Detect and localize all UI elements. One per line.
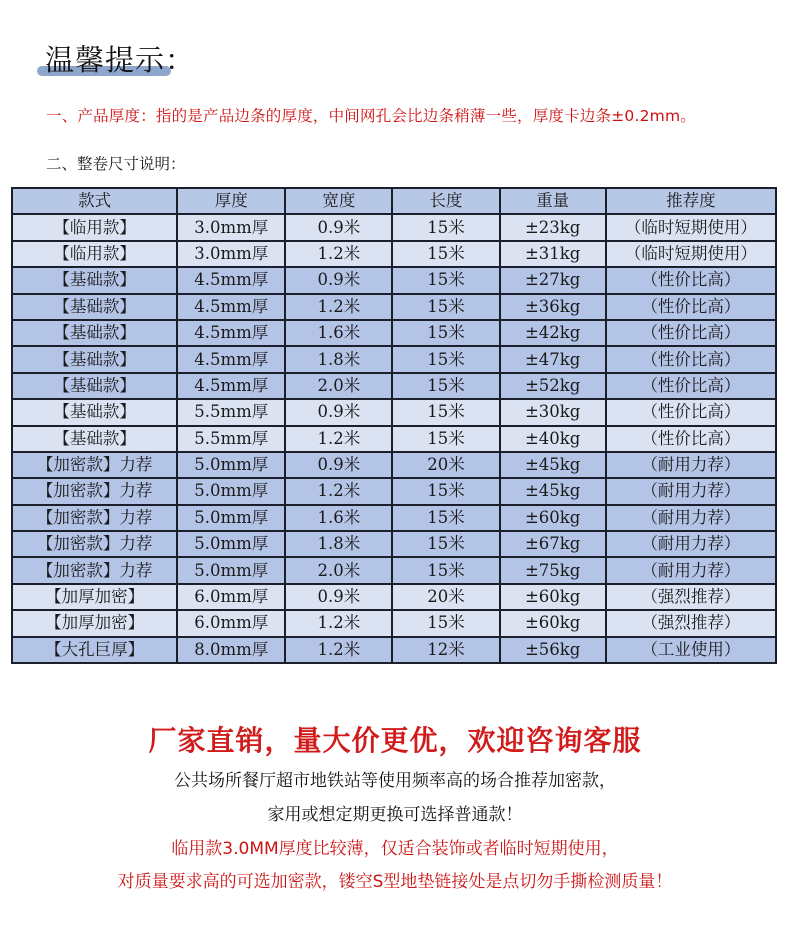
cell-weight: ±45kg <box>500 452 606 478</box>
cell-weight: ±40kg <box>500 426 606 452</box>
cell-weight: ±30kg <box>500 399 606 425</box>
cell-recommendation: （工业使用） <box>606 637 776 663</box>
cell-width: 1.6米 <box>285 320 392 346</box>
promo-line-4: 对质量要求高的可选加密款，镂空S型地垫链接处是点切勿手撕检测质量！ <box>117 872 673 892</box>
cell-width: 2.0米 <box>285 557 392 583</box>
roll-size-heading: 二、整卷尺寸说明： <box>46 155 186 173</box>
promo-line-2: 家用或想定期更换可选择普通款！ <box>267 805 523 825</box>
cell-recommendation: （耐用力荐） <box>606 452 776 478</box>
cell-weight: ±36kg <box>500 294 606 320</box>
cell-weight: ±52kg <box>500 373 606 399</box>
cell-length: 15米 <box>392 610 499 636</box>
table-row <box>12 241 776 267</box>
cell-width: 1.2米 <box>285 610 392 636</box>
table-row <box>12 584 776 610</box>
cell-recommendation: （性价比高） <box>606 294 776 320</box>
cell-thickness: 5.0mm厚 <box>177 478 285 504</box>
cell-thickness: 3.0mm厚 <box>177 214 285 240</box>
cell-weight: ±56kg <box>500 637 606 663</box>
tips-title: 温馨提示： <box>45 43 196 77</box>
cell-thickness: 5.5mm厚 <box>177 426 285 452</box>
cell-length: 15米 <box>392 478 499 504</box>
cell-style: 【加厚加密】 <box>12 584 177 610</box>
table-row <box>12 267 776 293</box>
cell-style: 【临用款】 <box>12 214 177 240</box>
cell-thickness: 4.5mm厚 <box>177 346 285 372</box>
cell-style: 【基础款】 <box>12 399 177 425</box>
cell-recommendation: （临时短期使用） <box>606 214 776 240</box>
cell-style: 【基础款】 <box>12 373 177 399</box>
cell-thickness: 5.5mm厚 <box>177 399 285 425</box>
cell-weight: ±27kg <box>500 267 606 293</box>
cell-width: 0.9米 <box>285 399 392 425</box>
cell-length: 15米 <box>392 399 499 425</box>
cell-weight: ±31kg <box>500 241 606 267</box>
table-row <box>12 399 776 425</box>
cell-width: 1.2米 <box>285 426 392 452</box>
cell-length: 15米 <box>392 241 499 267</box>
cell-thickness: 4.5mm厚 <box>177 373 285 399</box>
table-row <box>12 505 776 531</box>
table-row <box>12 452 776 478</box>
cell-width: 0.9米 <box>285 267 392 293</box>
cell-width: 2.0米 <box>285 373 392 399</box>
cell-thickness: 4.5mm厚 <box>177 294 285 320</box>
cell-length: 12米 <box>392 637 499 663</box>
cell-thickness: 5.0mm厚 <box>177 531 285 557</box>
cell-length: 15米 <box>392 294 499 320</box>
cell-style: 【加密款】力荐 <box>12 452 177 478</box>
cell-recommendation: （临时短期使用） <box>606 241 776 267</box>
table-row <box>12 373 776 399</box>
cell-weight: ±75kg <box>500 557 606 583</box>
cell-weight: ±42kg <box>500 320 606 346</box>
cell-style: 【基础款】 <box>12 267 177 293</box>
cell-thickness: 5.0mm厚 <box>177 505 285 531</box>
header-width: 宽度 <box>285 188 392 214</box>
table-row <box>12 610 776 636</box>
table-row <box>12 557 776 583</box>
table-row <box>12 346 776 372</box>
cell-weight: ±60kg <box>500 505 606 531</box>
thickness-note: 一、产品厚度：指的是产品边条的厚度，中间网孔会比边条稍薄一些，厚度卡边条±0.2mm。 <box>46 107 696 125</box>
cell-width: 1.2米 <box>285 637 392 663</box>
cell-style: 【加密款】力荐 <box>12 505 177 531</box>
cell-style: 【基础款】 <box>12 346 177 372</box>
cell-length: 20米 <box>392 452 499 478</box>
cell-width: 0.9米 <box>285 452 392 478</box>
cell-length: 15米 <box>392 505 499 531</box>
header-recommendation: 推荐度 <box>606 188 776 214</box>
cell-style: 【基础款】 <box>12 294 177 320</box>
promo-headline: 厂家直销，量大价更优，欢迎咨询客服 <box>148 724 642 757</box>
cell-recommendation: （性价比高） <box>606 373 776 399</box>
cell-recommendation: （强烈推荐） <box>606 584 776 610</box>
cell-width: 1.8米 <box>285 531 392 557</box>
cell-thickness: 6.0mm厚 <box>177 610 285 636</box>
cell-weight: ±60kg <box>500 584 606 610</box>
cell-length: 20米 <box>392 584 499 610</box>
cell-width: 1.6米 <box>285 505 392 531</box>
promo-line-1: 公共场所餐厅超市地铁站等使用频率高的场合推荐加密款， <box>174 771 616 791</box>
cell-length: 15米 <box>392 214 499 240</box>
cell-recommendation: （耐用力荐） <box>606 531 776 557</box>
table-row <box>12 320 776 346</box>
cell-width: 1.2米 <box>285 478 392 504</box>
cell-length: 15米 <box>392 557 499 583</box>
cell-recommendation: （性价比高） <box>606 399 776 425</box>
cell-recommendation: （性价比高） <box>606 346 776 372</box>
table-row <box>12 531 776 557</box>
cell-style: 【基础款】 <box>12 426 177 452</box>
cell-width: 0.9米 <box>285 214 392 240</box>
cell-length: 15米 <box>392 320 499 346</box>
cell-weight: ±67kg <box>500 531 606 557</box>
cell-recommendation: （性价比高） <box>606 267 776 293</box>
cell-recommendation: （耐用力荐） <box>606 478 776 504</box>
cell-weight: ±47kg <box>500 346 606 372</box>
cell-length: 15米 <box>392 426 499 452</box>
cell-width: 1.8米 <box>285 346 392 372</box>
cell-style: 【加密款】力荐 <box>12 557 177 583</box>
cell-style: 【基础款】 <box>12 320 177 346</box>
cell-weight: ±45kg <box>500 478 606 504</box>
table-row <box>12 478 776 504</box>
cell-length: 15米 <box>392 373 499 399</box>
cell-thickness: 4.5mm厚 <box>177 320 285 346</box>
cell-weight: ±23kg <box>500 214 606 240</box>
header-thickness: 厚度 <box>177 188 285 214</box>
cell-recommendation: （耐用力荐） <box>606 557 776 583</box>
cell-width: 0.9米 <box>285 584 392 610</box>
cell-recommendation: （耐用力荐） <box>606 505 776 531</box>
cell-length: 15米 <box>392 267 499 293</box>
spec-table <box>11 187 777 664</box>
table-row <box>12 426 776 452</box>
cell-recommendation: （性价比高） <box>606 426 776 452</box>
cell-length: 15米 <box>392 346 499 372</box>
cell-thickness: 4.5mm厚 <box>177 267 285 293</box>
header-weight: 重量 <box>500 188 606 214</box>
cell-recommendation: （性价比高） <box>606 320 776 346</box>
header-length: 长度 <box>392 188 499 214</box>
cell-thickness: 5.0mm厚 <box>177 557 285 583</box>
table-row <box>12 294 776 320</box>
cell-style: 【加密款】力荐 <box>12 531 177 557</box>
table-row <box>12 637 776 663</box>
cell-thickness: 5.0mm厚 <box>177 452 285 478</box>
cell-width: 1.2米 <box>285 241 392 267</box>
cell-thickness: 3.0mm厚 <box>177 241 285 267</box>
promo-line-3: 临用款3.0MM厚度比较薄，仅适合装饰或者临时短期使用， <box>171 839 619 859</box>
cell-style: 【大孔巨厚】 <box>12 637 177 663</box>
cell-width: 1.2米 <box>285 294 392 320</box>
cell-recommendation: （强烈推荐） <box>606 610 776 636</box>
table-row <box>12 214 776 240</box>
tips-title-block <box>45 38 195 82</box>
cell-weight: ±60kg <box>500 610 606 636</box>
cell-length: 15米 <box>392 531 499 557</box>
header-style: 款式 <box>12 188 177 214</box>
table-header-row <box>12 188 776 214</box>
cell-style: 【临用款】 <box>12 241 177 267</box>
cell-style: 【加厚加密】 <box>12 610 177 636</box>
cell-thickness: 6.0mm厚 <box>177 584 285 610</box>
cell-thickness: 8.0mm厚 <box>177 637 285 663</box>
cell-style: 【加密款】力荐 <box>12 478 177 504</box>
